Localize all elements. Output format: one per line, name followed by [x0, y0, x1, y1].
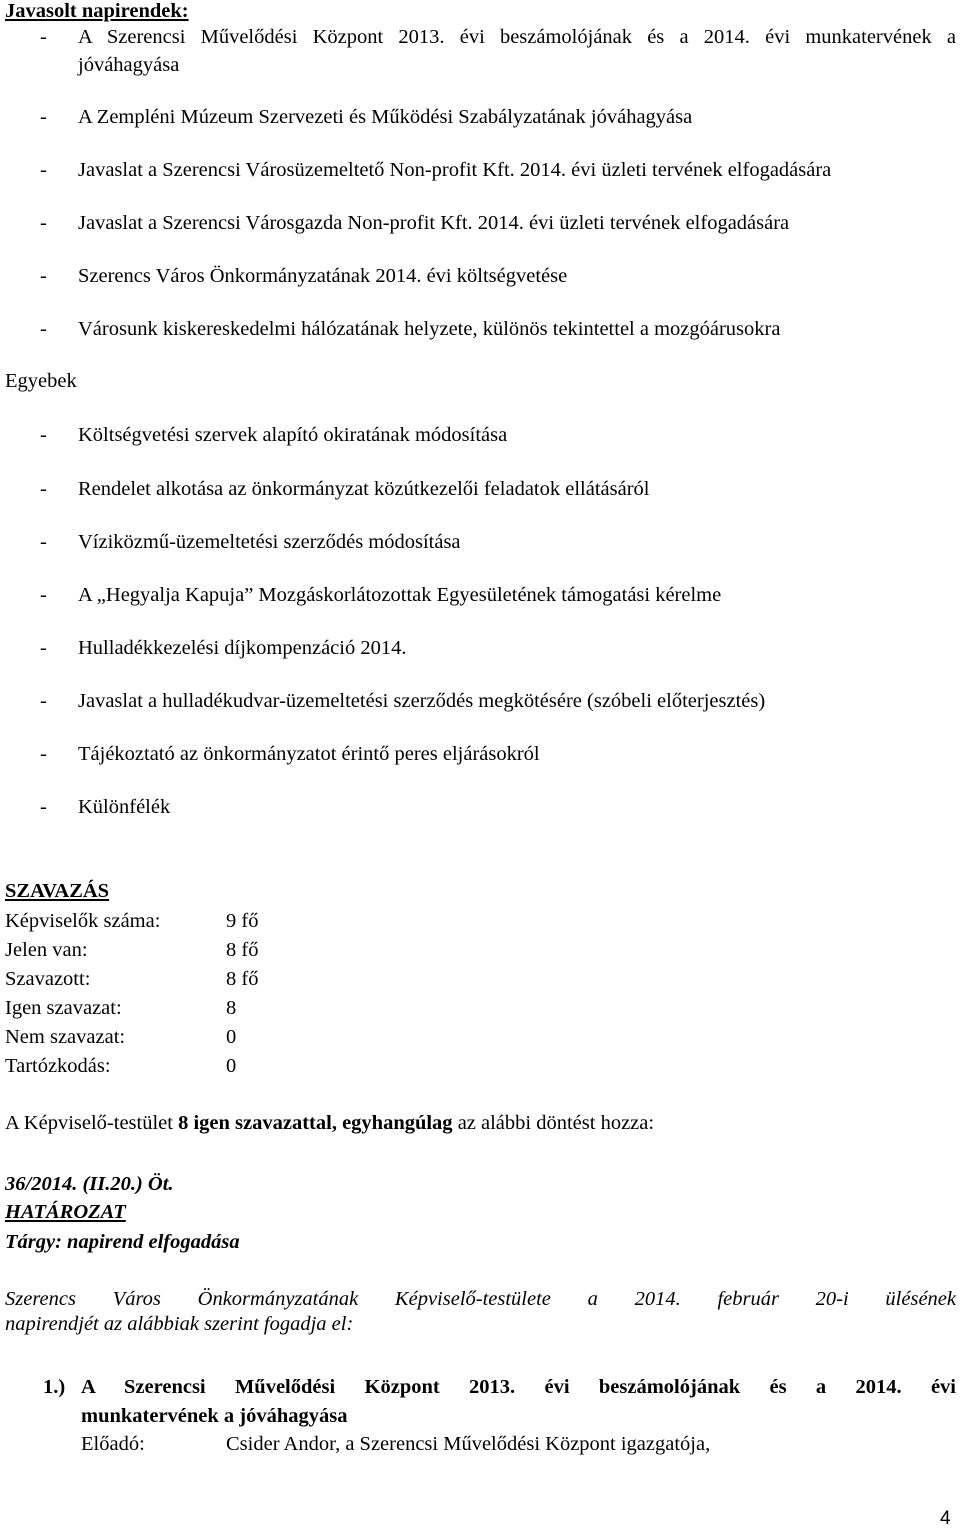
- presenter-value: Csider Andor, a Szerencsi Művelődési Központ igazgatója,: [226, 1433, 711, 1455]
- vote-label: Nem szavazat:: [5, 1026, 126, 1048]
- resolution-title: HATÁROZAT: [5, 1201, 126, 1223]
- vote-value: 0: [226, 1026, 237, 1048]
- other-item-text: Víziközmű-üzemeltetési szerződés módosítása: [78, 531, 461, 553]
- vote-label: Igen szavazat:: [5, 997, 122, 1019]
- bullet-dash: -: [40, 690, 47, 712]
- resolution-number: 36/2014. (II.20.) Öt.: [5, 1173, 174, 1195]
- agenda-item-1-line1: A Szerencsi Művelődési Központ 2013. évi beszámolójának és a 2014. évi munkatervének a: [78, 26, 956, 48]
- bullet-dash: -: [40, 478, 47, 500]
- bullet-dash: -: [40, 637, 47, 659]
- agenda-item-text: Szerencs Város Önkormányzatának 2014. évi költségvetése: [78, 265, 568, 287]
- agenda-item-1-line2: jóváhagyása: [78, 54, 180, 76]
- bullet-dash: -: [40, 743, 47, 765]
- vote-value: 9 fő: [226, 910, 259, 932]
- decision-vote-result: 8 igen szavazattal, egyhangúlag: [178, 1112, 453, 1134]
- presenter-label: Előadó:: [81, 1433, 145, 1455]
- vote-label: Tartózkodás:: [5, 1055, 111, 1077]
- vote-label: Jelen van:: [5, 939, 88, 961]
- bullet-dash: -: [40, 26, 47, 48]
- agenda-item-text: Javaslat a Szerencsi Városgazda Non-profit Kft. 2014. évi üzleti tervének elfogadására: [78, 212, 790, 234]
- resolution-paragraph-line2: napirendjét az alábbiak szerint fogadja el:: [5, 1313, 354, 1335]
- vote-value: 0: [226, 1055, 237, 1077]
- resolution-subject: Tárgy: napirend elfogadása: [5, 1231, 240, 1253]
- resolution-item-line2: munkatervének a jóváhagyása: [81, 1405, 348, 1427]
- bullet-dash: -: [40, 318, 47, 340]
- agenda-item-text: Városunk kiskereskedelmi hálózatának helyzete, különös tekintettel a mozgóárusokra: [78, 318, 781, 340]
- other-item-text: Különfélék: [78, 796, 171, 818]
- vote-value: 8: [226, 997, 237, 1019]
- other-item-text: Hulladékkezelési díjkompenzáció 2014.: [78, 637, 407, 659]
- bullet-dash: -: [40, 106, 47, 128]
- bullet-dash: -: [40, 424, 47, 446]
- vote-title: SZAVAZÁS: [5, 880, 110, 902]
- bullet-dash: -: [40, 265, 47, 287]
- other-section-label: Egyebek: [5, 370, 77, 392]
- bullet-dash: -: [40, 796, 47, 818]
- page-number: 4: [940, 1508, 951, 1529]
- vote-value: 8 fő: [226, 968, 259, 990]
- agenda-item-text: A Zempléni Múzeum Szervezeti és Működési Szabályzatának jóváhagyása: [78, 106, 693, 128]
- bullet-dash: -: [40, 212, 47, 234]
- bullet-dash: -: [40, 159, 47, 181]
- other-item-text: Javaslat a hulladékudvar-üzemeltetési szerződés megkötésére (szóbeli előterjesztés): [78, 690, 766, 712]
- other-item-text: Tájékoztató az önkormányzatot érintő peres eljárásokról: [78, 743, 540, 765]
- bullet-dash: -: [40, 531, 47, 553]
- agenda-item-text: Javaslat a Szerencsi Városüzemeltető Non-profit Kft. 2014. évi üzleti tervének elfogadására: [78, 159, 832, 181]
- decision-sentence: [5, 1112, 654, 1135]
- other-item-text: Rendelet alkotása az önkormányzat közútkezelői feladatok ellátásáról: [78, 478, 650, 500]
- decision-suffix: az alábbi döntést hozza:: [452, 1112, 655, 1134]
- other-item-text: A „Hegyalja Kapuja” Mozgáskorlátozottak Egyesületének támogatási kérelme: [78, 584, 722, 606]
- resolution-paragraph: [5, 1288, 956, 1336]
- agenda-title: Javasolt napirendek:: [5, 0, 189, 22]
- resolution-item-number: 1.): [43, 1376, 66, 1398]
- vote-label: Szavazott:: [5, 968, 91, 990]
- vote-value: 8 fő: [226, 939, 259, 961]
- resolution-item-line1: A Szerencsi Művelődési Központ 2013. évi beszámolójának és a 2014. évi: [81, 1376, 956, 1398]
- vote-label: Képviselők száma:: [5, 910, 161, 932]
- resolution-paragraph-line1: Szerencs Város Önkormányzatának Képviselő-testülete a 2014. február 20-i ülésének: [5, 1288, 956, 1310]
- other-item-text: Költségvetési szervek alapító okiratának módosítása: [78, 424, 508, 446]
- decision-prefix: A Képviselő-testület: [5, 1112, 179, 1134]
- bullet-dash: -: [40, 584, 47, 606]
